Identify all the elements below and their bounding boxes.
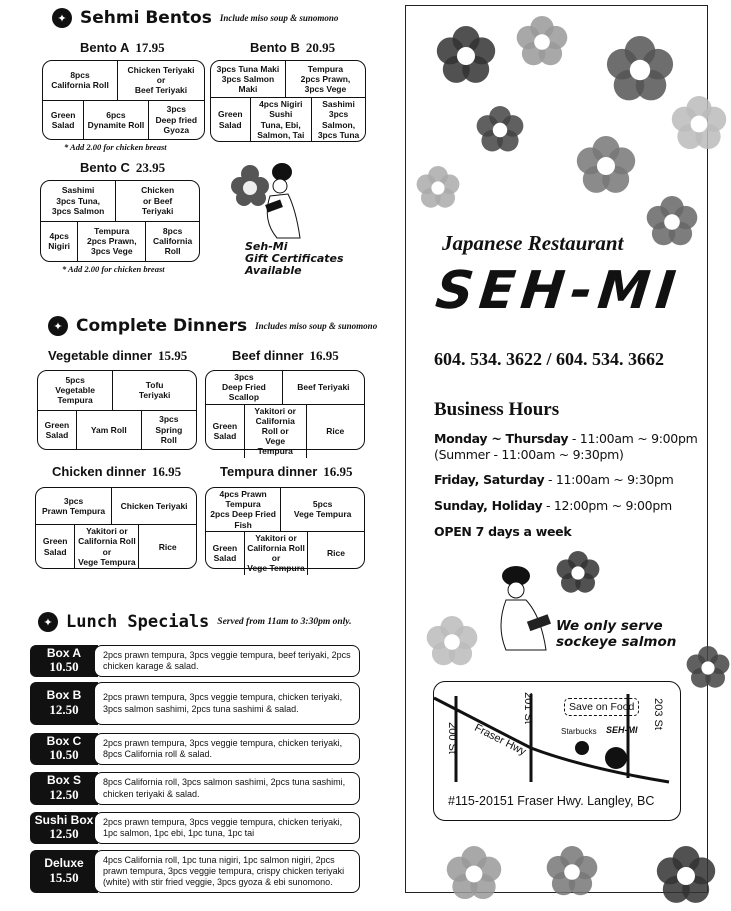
seh-mi-logo-marker: [605, 747, 627, 769]
combo-cell: Tofu Teriyaki: [112, 371, 196, 410]
lunch-special-description: 2pcs prawn tempura, 3pcs veggie tempura, chicken teriyaki, 1pc salmon, 1pc ebi, 1pc tuna, 1pc tai: [94, 812, 360, 844]
salmon-slogan: We only serve sockeye salmon: [556, 618, 677, 651]
footnote: * Add 2.00 for chicken breast: [64, 142, 167, 152]
combo-cell: Rice: [307, 532, 364, 575]
combo-cell: Yam Roll: [76, 411, 141, 450]
section-title: Lunch Specials: [66, 612, 210, 632]
item-price: 17.95: [135, 40, 165, 55]
restaurant-subtitle: Japanese Restaurant: [442, 231, 624, 255]
combo-cell: Chicken Teriyaki or Beef Teriyaki: [117, 61, 204, 100]
lunch-special-row: [30, 682, 360, 725]
section-note: Includes miso soup & sunomono: [255, 321, 378, 331]
menu-item-title: [250, 40, 335, 56]
phone-numbers: 604. 534. 3622 / 604. 534. 3662: [434, 349, 665, 369]
lunch-special-label: [30, 812, 98, 844]
cherry-blossom-decoration: [516, 16, 568, 73]
combo-cell: 6pcs Dynamite Roll: [83, 101, 147, 140]
cherry-blossom-decoration: [606, 36, 674, 109]
combo-cell: 5pcs Vege Tempura: [280, 488, 364, 531]
gift-certificates-text: Seh-Mi Gift Certificates Available: [245, 240, 344, 278]
combo-cell: Sashimi 3pcs Salmon, 3pcs Tuna: [311, 98, 365, 141]
cherry-blossom-decoration: [416, 166, 460, 215]
menu-item-title: [48, 348, 187, 364]
item-name: Tempura dinner: [220, 464, 318, 479]
cherry-blossom-decoration: [656, 846, 716, 911]
lunch-special-row: [30, 645, 360, 677]
lunch-special-description: 2pcs prawn tempura, 3pcs veggie tempura, beef teriyaki, 2pcs chicken karage & salad.: [94, 645, 360, 677]
combo-cell: 4pcs Prawn Tempura 2pcs Deep Fried Fish: [210, 489, 276, 530]
item-price: 12.50: [49, 701, 79, 717]
combo-cell: Yakitori or California Roll or Vege Tempura: [244, 405, 306, 458]
hours-title: Business Hours: [434, 399, 560, 420]
lunch-special-label: [30, 850, 98, 893]
hours-line: (Summer - 11:00am ~ 9:30pm): [434, 447, 624, 462]
section-note: Include miso soup & sunomono: [219, 13, 339, 23]
item-name: Bento B: [250, 40, 300, 55]
hours-line: Friday, Saturday - 11:00am ~ 9:30pm: [434, 472, 674, 487]
combo-cell: 3pcs Tuna Maki 3pcs Salmon Maki: [216, 63, 280, 95]
combo-cell: Yakitori or California Roll or Vege Tempura: [74, 525, 138, 568]
menu-combo-box: [42, 60, 205, 140]
lunch-special-description: 8pcs California roll, 3pcs salmon sashimi, 2pcs tuna sashimi, chicken teriyaki & salad.: [94, 772, 360, 805]
restaurant-logo: SEH-MI: [432, 261, 685, 321]
cherry-blossom-decoration: [671, 96, 727, 157]
item-price: 15.50: [49, 869, 79, 885]
combo-cell: 8pcs California Roll: [145, 222, 199, 262]
item-price: 20.95: [305, 40, 336, 55]
restaurant-info-panel: [405, 5, 708, 893]
fish-logo-icon: ✦: [52, 8, 72, 28]
street-label: 203 St: [651, 698, 664, 730]
combo-cell: 8pcs California Roll: [51, 70, 109, 91]
item-name: Beef dinner: [232, 348, 304, 363]
menu-combo-box: [37, 370, 197, 450]
lunch-special-label: [30, 682, 98, 725]
menu-item-title: [52, 464, 181, 480]
item-price: 10.50: [49, 659, 79, 675]
menu-item-title: [232, 348, 339, 364]
section-note: Served from 11am to 3:30pm only.: [217, 617, 352, 627]
footnote: * Add 2.00 for chicken breast: [62, 264, 165, 274]
lunch-special-row: [30, 850, 360, 893]
lunch-special-description: 2pcs prawn tempura, 3pcs veggie tempura, chicken teriyaki, 8pcs California roll & salad.: [94, 733, 360, 765]
combo-cell: Yakitori or California Roll or Vege Tempura: [244, 532, 307, 575]
combo-cell: Green Salad: [50, 109, 76, 130]
bentos-header: [52, 8, 338, 28]
hours-line: Sunday, Holiday - 12:00pm ~ 9:00pm: [434, 498, 672, 513]
geisha-illustration: [232, 160, 302, 240]
combo-cell: Green Salad: [44, 419, 70, 440]
item-name: Bento C: [80, 160, 130, 175]
item-price: 12.50: [49, 826, 79, 842]
combo-cell: 3pcs Spring Roll: [141, 411, 196, 450]
lunch-special-description: 4pcs California roll, 1pc tuna nigiri, 1pc salmon nigiri, 2pcs prawn tempura, 3pcs veggie tempura, crispy chicken teriyaki (white) with stir fried veggie, 3pcs gyoza & ebi sunomono.: [94, 850, 360, 893]
cherry-blossom-decoration: [546, 846, 598, 903]
lunch-special-row: [30, 812, 360, 844]
fish-logo-icon: ✦: [48, 316, 68, 336]
item-price: 23.95: [135, 160, 166, 175]
menu-combo-box: [35, 487, 197, 569]
geisha-illustration: [486, 566, 556, 651]
highway-label: Fraser Hwy: [472, 721, 528, 759]
combo-cell: Green Salad: [212, 420, 238, 442]
menu-item-title: [220, 464, 353, 480]
cherry-blossom-decoration: [686, 646, 730, 695]
menu-combo-box: [205, 487, 365, 574]
cherry-blossom-decoration: [646, 196, 698, 253]
item-name: Deluxe: [44, 856, 84, 871]
item-name: Vegetable dinner: [48, 348, 153, 363]
item-name: Box C: [46, 733, 82, 748]
hours-line: Monday ~ Thursday - 11:00am ~ 9:00pm: [434, 431, 698, 446]
lunch-header: [38, 612, 352, 632]
item-price: 16.95: [323, 464, 353, 479]
lunch-special-description: 2pcs prawn tempura, 3pcs veggie tempura, chicken teriyaki, 3pcs salmon sashimi, 2pcs tuna sashimi & salad.: [94, 682, 360, 725]
section-title: Sehmi Bentos: [80, 8, 212, 28]
item-name: Box A: [46, 645, 82, 660]
item-price: 10.50: [49, 747, 79, 763]
combo-cell: Green Salad: [42, 536, 68, 557]
item-price: 15.95: [158, 348, 188, 363]
combo-cell: Rice: [306, 405, 364, 458]
cherry-blossom-decoration: [556, 551, 600, 600]
menu-combo-box: [205, 370, 365, 457]
hours-line: OPEN 7 days a week: [434, 524, 572, 539]
section-title: Complete Dinners: [76, 316, 248, 336]
combo-cell: Sashimi 3pcs Tuna, 3pcs Salmon: [51, 185, 105, 216]
item-price: 16.95: [151, 464, 182, 479]
lunch-special-label: [30, 733, 98, 765]
starbucks-label: Starbucks: [561, 727, 597, 736]
location-map: [433, 681, 681, 821]
menu-combo-box: [210, 60, 366, 142]
item-name: Bento A: [80, 40, 130, 55]
cherry-blossom-decoration: [446, 846, 502, 907]
combo-cell: Chicken or Beef Teriyaki: [115, 181, 199, 221]
combo-cell: Beef Teriyaki: [282, 371, 364, 404]
combo-cell: Tempura 2pcs Prawn, 3pcs Vege: [77, 222, 145, 262]
lunch-special-row: [30, 772, 360, 805]
combo-cell: 3pcs Deep Fried Scallop: [221, 372, 266, 403]
combo-cell: 5pcs Vegetable Tempura: [55, 374, 95, 406]
address: #115-20151 Fraser Hwy. Langley, BC: [448, 794, 655, 808]
combo-cell: 3pcs Prawn Tempura: [42, 495, 106, 517]
combo-cell: 4pcs Nigiri Sushi Tuna, Ebi, Salmon, Tai: [250, 98, 312, 141]
landmark-label: Save on Food: [564, 698, 639, 716]
street-label: 201 St: [521, 692, 534, 724]
item-name: Box B: [46, 688, 82, 703]
menu-item-title: [80, 40, 165, 56]
cherry-blossom-decoration: [576, 136, 636, 201]
combo-cell: 4pcs Nigiri: [48, 231, 71, 252]
cherry-blossom-decoration: [426, 616, 478, 673]
lunch-special-row: [30, 733, 360, 765]
cherry-blossom-decoration: [436, 26, 496, 91]
lunch-special-label: [30, 645, 98, 677]
combo-cell: Green Salad: [217, 109, 243, 130]
combo-cell: Green Salad: [212, 542, 238, 564]
cherry-blossom-decoration: [476, 106, 524, 159]
menu-combo-box: [40, 180, 200, 262]
menu-item-title: [80, 160, 165, 176]
item-price: 12.50: [49, 786, 79, 802]
combo-cell: 3pcs Deep fried Gyoza: [148, 101, 204, 140]
item-name: Sushi Box: [34, 812, 94, 827]
combo-cell: Chicken Teriyaki: [111, 488, 196, 524]
street-label: 200 St: [445, 722, 458, 754]
fish-logo-icon: ✦: [38, 612, 58, 632]
item-price: 16.95: [309, 348, 339, 363]
combo-cell: Tempura 2pcs Prawn, 3pcs Vege: [285, 61, 365, 97]
combo-cell: Rice: [138, 525, 196, 568]
seh-mi-map-label: SEH-MI: [606, 725, 638, 735]
dinners-header: [48, 316, 377, 336]
lunch-special-label: [30, 772, 98, 805]
item-name: Chicken dinner: [52, 464, 146, 479]
item-name: Box S: [46, 773, 81, 788]
